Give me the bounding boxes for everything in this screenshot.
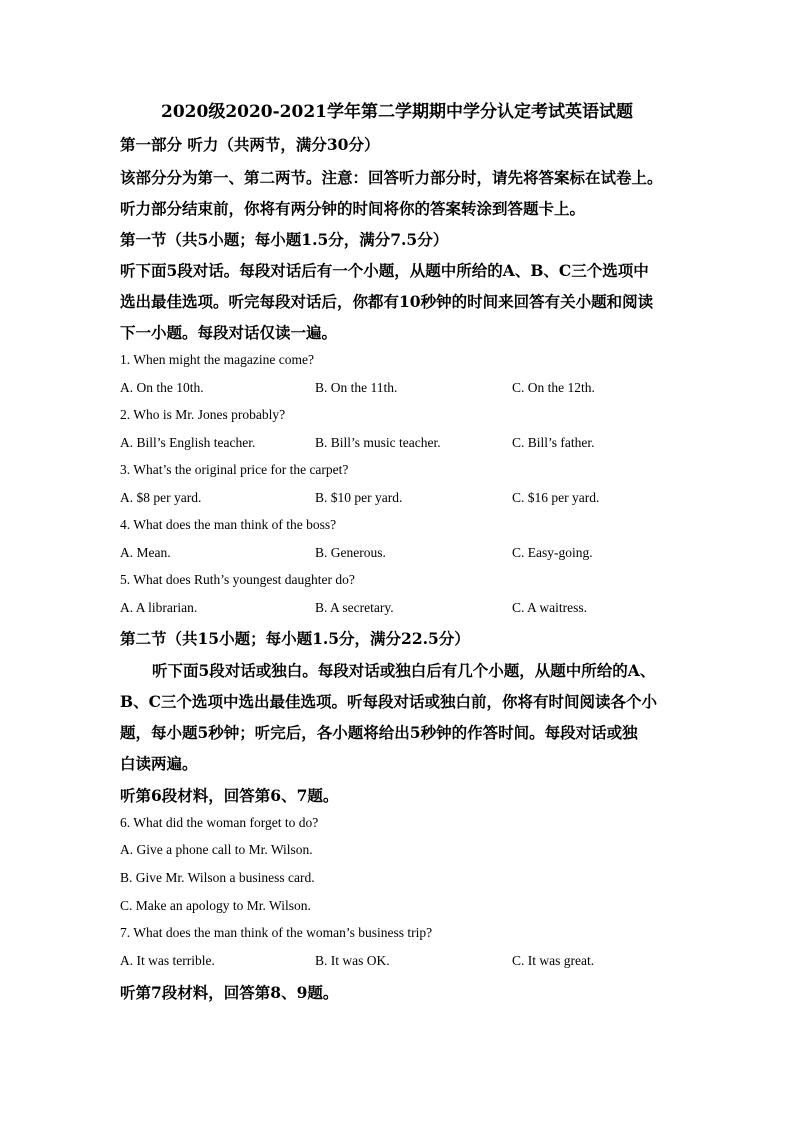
question-7-option-c: C. It was great.: [512, 953, 595, 968]
question-6: 6. What did the woman forget to do?: [120, 815, 319, 830]
section2-intro-line: 题，每小题5秒钟；听完后，各小题将给出5秒钟的作答时间。每段对话或独: [120, 723, 638, 742]
material-7-heading: 听第7段材料，回答第8、9题。: [120, 983, 339, 1002]
question-6-option-a: A. Give a phone call to Mr. Wilson.: [120, 842, 313, 857]
part1-intro-line: 该部分分为第一、第二两节。注意：回答听力部分时，请先将答案标在试卷上。: [120, 168, 663, 187]
question-4-option-a: A. Mean.: [120, 545, 171, 560]
section2-intro-line: B、C三个选项中选出最佳选项。听每段对话或独白前，你将有时间阅读各个小: [120, 692, 657, 711]
section2-heading: 第二节（共15小题；每小题1.5分，满分22.5分）: [120, 629, 470, 648]
question-2: 2. Who is Mr. Jones probably?: [120, 407, 286, 422]
question-7: 7. What does the man think of the woman’s business trip?: [120, 925, 433, 940]
question-1-option-a: A. On the 10th.: [120, 380, 204, 395]
question-2-option-a: A. Bill’s English teacher.: [120, 435, 256, 450]
question-4: 4. What does the man think of the boss?: [120, 517, 337, 532]
section1-heading: 第一节（共5小题；每小题1.5分，满分7.5分）: [120, 230, 449, 249]
question-6-option-c: C. Make an apology to Mr. Wilson.: [120, 898, 311, 913]
section2-intro-line: 听下面5段对话或独白。每段对话或独白后有几个小题，从题中所给的A、: [152, 661, 656, 680]
section1-intro-line: 下一小题。每段对话仅读一遍。: [120, 323, 338, 342]
part1-heading: 第一部分 听力（共两节，满分30分）: [120, 135, 380, 154]
question-1: 1. When might the magazine come?: [120, 352, 314, 367]
question-7-option-a: A. It was terrible.: [120, 953, 215, 968]
section2-intro-line: 白读两遍。: [120, 754, 198, 773]
question-4-option-b: B. Generous.: [315, 545, 386, 560]
question-5-option-c: C. A waitress.: [512, 600, 588, 615]
question-7-option-b: B. It was OK.: [315, 953, 390, 968]
question-1-option-b: B. On the 11th.: [315, 380, 398, 395]
question-1-option-c: C. On the 12th.: [512, 380, 595, 395]
material-6-heading: 听第6段材料，回答第6、7题。: [120, 786, 339, 805]
question-3-option-a: A. $8 per yard.: [120, 490, 202, 505]
question-2-option-c: C. Bill’s father.: [512, 435, 595, 450]
question-3-option-b: B. $10 per yard.: [315, 490, 403, 505]
question-5-option-a: A. A librarian.: [120, 600, 198, 615]
exam-title: 2020级2020-2021学年第二学期期中学分认定考试英语试题: [161, 102, 633, 122]
question-5: 5. What does Ruth’s youngest daughter do?: [120, 572, 355, 587]
section1-intro-line: 选出最佳选项。听完每段对话后，你都有10秒钟的时间来回答有关小题和阅读: [120, 292, 654, 311]
question-2-option-b: B. Bill’s music teacher.: [315, 435, 441, 450]
question-5-option-b: B. A secretary.: [315, 600, 394, 615]
part1-intro-line: 听力部分结束前，你将有两分钟的时间将你的答案转涂到答题卡上。: [120, 199, 586, 218]
question-6-option-b: B. Give Mr. Wilson a business card.: [120, 870, 315, 885]
question-4-option-c: C. Easy-going.: [512, 545, 593, 560]
question-3-option-c: C. $16 per yard.: [512, 490, 600, 505]
section1-intro-line: 听下面5段对话。每段对话后有一个小题，从题中所给的A、B、C三个选项中: [120, 261, 649, 280]
question-3: 3. What’s the original price for the carpet?: [120, 462, 349, 477]
